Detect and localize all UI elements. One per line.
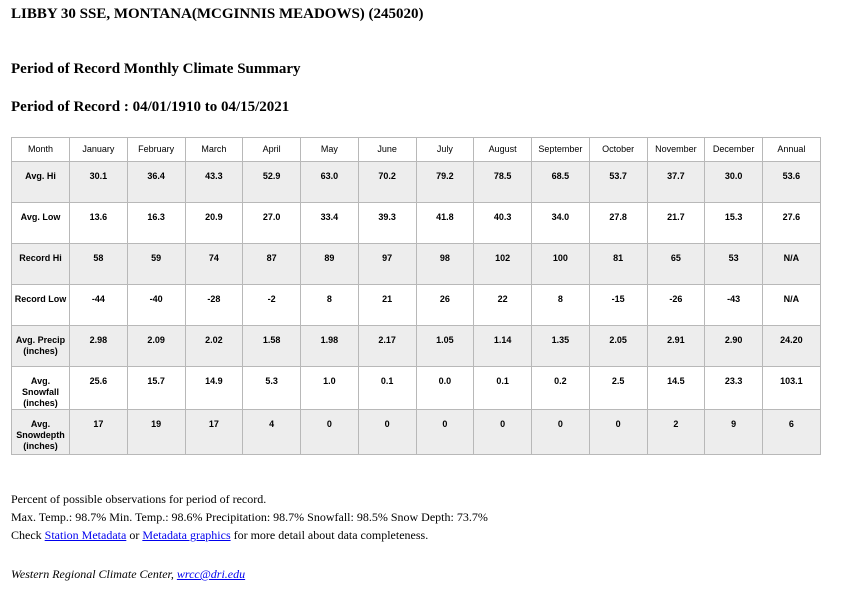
notes-line-percent: Percent of possible observations for period of record.: [11, 492, 267, 506]
table-header-row: [12, 138, 821, 162]
table-row: [12, 285, 821, 326]
footer-email-link[interactable]: wrcc@dri.edu: [176, 567, 246, 581]
row-label: Avg. Snowfall (inches): [12, 367, 70, 410]
table-cell: 17: [70, 410, 128, 455]
station-metadata-link[interactable]: Station Metadata: [44, 528, 127, 542]
table-cell: 21: [358, 285, 416, 326]
table-cell: 65: [647, 244, 705, 285]
table-cell: 0.2: [532, 367, 590, 410]
table-cell: 30.0: [705, 162, 763, 203]
table-cell: 0: [416, 410, 474, 455]
table-cell: 41.8: [416, 203, 474, 244]
table-cell: 1.0: [301, 367, 359, 410]
header-february: February: [127, 138, 185, 162]
table-cell: 79.2: [416, 162, 474, 203]
table-cell: 9: [705, 410, 763, 455]
row-label: Record Hi: [12, 244, 70, 285]
table-cell: 17: [185, 410, 243, 455]
table-cell: 4: [243, 410, 301, 455]
station-title: LIBBY 30 SSE, MONTANA(MCGINNIS MEADOWS) (245020): [11, 6, 424, 22]
metadata-graphics-link[interactable]: Metadata graphics: [142, 528, 231, 542]
climate-summary-table: [11, 137, 821, 455]
table-cell: 36.4: [127, 162, 185, 203]
table-cell: 0: [301, 410, 359, 455]
table-cell: 70.2: [358, 162, 416, 203]
table-cell: 53.6: [763, 162, 821, 203]
row-label: Avg. Hi: [12, 162, 70, 203]
table-cell: 1.35: [532, 326, 590, 367]
table-cell: 2.17: [358, 326, 416, 367]
table-cell: 33.4: [301, 203, 359, 244]
table-cell: -40: [127, 285, 185, 326]
notes-line-check: [11, 526, 488, 544]
table-cell: 89: [301, 244, 359, 285]
notes-line-stats: Max. Temp.: 98.7% Min. Temp.: 98.6% Precipitation: 98.7% Snowfall: 98.5% Snow Depth: 73.7%: [11, 510, 488, 524]
header-march: March: [185, 138, 243, 162]
table-cell: 0: [589, 410, 647, 455]
table-cell: 100: [532, 244, 590, 285]
table-cell: 0.1: [358, 367, 416, 410]
table-cell: 1.05: [416, 326, 474, 367]
table-cell: 6: [763, 410, 821, 455]
header-july: July: [416, 138, 474, 162]
table-cell: 39.3: [358, 203, 416, 244]
check-suffix: for more detail about data completeness.: [230, 528, 429, 542]
table-cell: 74: [185, 244, 243, 285]
table-cell: 24.20: [763, 326, 821, 367]
table-cell: 102: [474, 244, 532, 285]
table-cell: 0.0: [416, 367, 474, 410]
table-cell: 2.90: [705, 326, 763, 367]
table-cell: 26: [416, 285, 474, 326]
header-june: June: [358, 138, 416, 162]
table-cell: 15.7: [127, 367, 185, 410]
header-may: May: [301, 138, 359, 162]
header-august: August: [474, 138, 532, 162]
table-cell: 2: [647, 410, 705, 455]
table-cell: 19: [127, 410, 185, 455]
table-cell: 2.5: [589, 367, 647, 410]
table-cell: 8: [301, 285, 359, 326]
table-row: [12, 326, 821, 367]
table-row: [12, 244, 821, 285]
table-cell: 16.3: [127, 203, 185, 244]
check-prefix: Check: [11, 528, 45, 542]
table-cell: -15: [589, 285, 647, 326]
table-cell: N/A: [763, 285, 821, 326]
table-cell: 23.3: [705, 367, 763, 410]
row-label: Avg. Precip (inches): [12, 326, 70, 367]
table-cell: 2.02: [185, 326, 243, 367]
table-cell: 87: [243, 244, 301, 285]
table-cell: 81: [589, 244, 647, 285]
header-month: Month: [12, 138, 70, 162]
or-text: or: [126, 528, 143, 542]
table-cell: 27.8: [589, 203, 647, 244]
table-cell: 14.9: [185, 367, 243, 410]
table-cell: 43.3: [185, 162, 243, 203]
row-label: Avg. Low: [12, 203, 70, 244]
table-cell: -43: [705, 285, 763, 326]
table-cell: 68.5: [532, 162, 590, 203]
table-cell: -28: [185, 285, 243, 326]
table-row: [12, 410, 821, 455]
table-row: [12, 367, 821, 410]
table-cell: 37.7: [647, 162, 705, 203]
table-cell: 1.14: [474, 326, 532, 367]
table-cell: 2.91: [647, 326, 705, 367]
table-cell: 59: [127, 244, 185, 285]
row-label: Avg. Snowdepth (inches): [12, 410, 70, 455]
table-cell: 40.3: [474, 203, 532, 244]
table-cell: 103.1: [763, 367, 821, 410]
table-cell: 53.7: [589, 162, 647, 203]
table-cell: 21.7: [647, 203, 705, 244]
table-cell: 34.0: [532, 203, 590, 244]
table-cell: 13.6: [70, 203, 128, 244]
table-cell: 25.6: [70, 367, 128, 410]
table-cell: 14.5: [647, 367, 705, 410]
table-cell: 0: [358, 410, 416, 455]
header-october: October: [589, 138, 647, 162]
header-january: January: [70, 138, 128, 162]
table-cell: 20.9: [185, 203, 243, 244]
footer: [11, 567, 245, 582]
table-cell: 2.05: [589, 326, 647, 367]
table-cell: 27.0: [243, 203, 301, 244]
header-december: December: [705, 138, 763, 162]
table-cell: 1.98: [301, 326, 359, 367]
table-row: [12, 203, 821, 244]
row-label: Record Low: [12, 285, 70, 326]
table-cell: 5.3: [243, 367, 301, 410]
table-cell: 98: [416, 244, 474, 285]
header-september: September: [532, 138, 590, 162]
table-cell: 2.98: [70, 326, 128, 367]
table-cell: 8: [532, 285, 590, 326]
footer-org: Western Regional Climate Center,: [11, 567, 177, 581]
table-cell: 63.0: [301, 162, 359, 203]
table-cell: 97: [358, 244, 416, 285]
table-cell: 22: [474, 285, 532, 326]
header-annual: Annual: [763, 138, 821, 162]
table-cell: 15.3: [705, 203, 763, 244]
completeness-notes: [11, 490, 488, 544]
table-cell: 1.58: [243, 326, 301, 367]
header-november: November: [647, 138, 705, 162]
table-cell: N/A: [763, 244, 821, 285]
table-cell: 52.9: [243, 162, 301, 203]
table-cell: -44: [70, 285, 128, 326]
table-cell: 0: [532, 410, 590, 455]
table-cell: 2.09: [127, 326, 185, 367]
table-cell: 78.5: [474, 162, 532, 203]
summary-title: Period of Record Monthly Climate Summary: [11, 61, 301, 77]
table-cell: 30.1: [70, 162, 128, 203]
table-cell: 27.6: [763, 203, 821, 244]
table-cell: 53: [705, 244, 763, 285]
table-cell: -26: [647, 285, 705, 326]
table-cell: 0.1: [474, 367, 532, 410]
table-cell: -2: [243, 285, 301, 326]
table-row: [12, 162, 821, 203]
period-title: Period of Record : 04/01/1910 to 04/15/2021: [11, 99, 290, 115]
table-cell: 58: [70, 244, 128, 285]
table-cell: 0: [474, 410, 532, 455]
header-april: April: [243, 138, 301, 162]
